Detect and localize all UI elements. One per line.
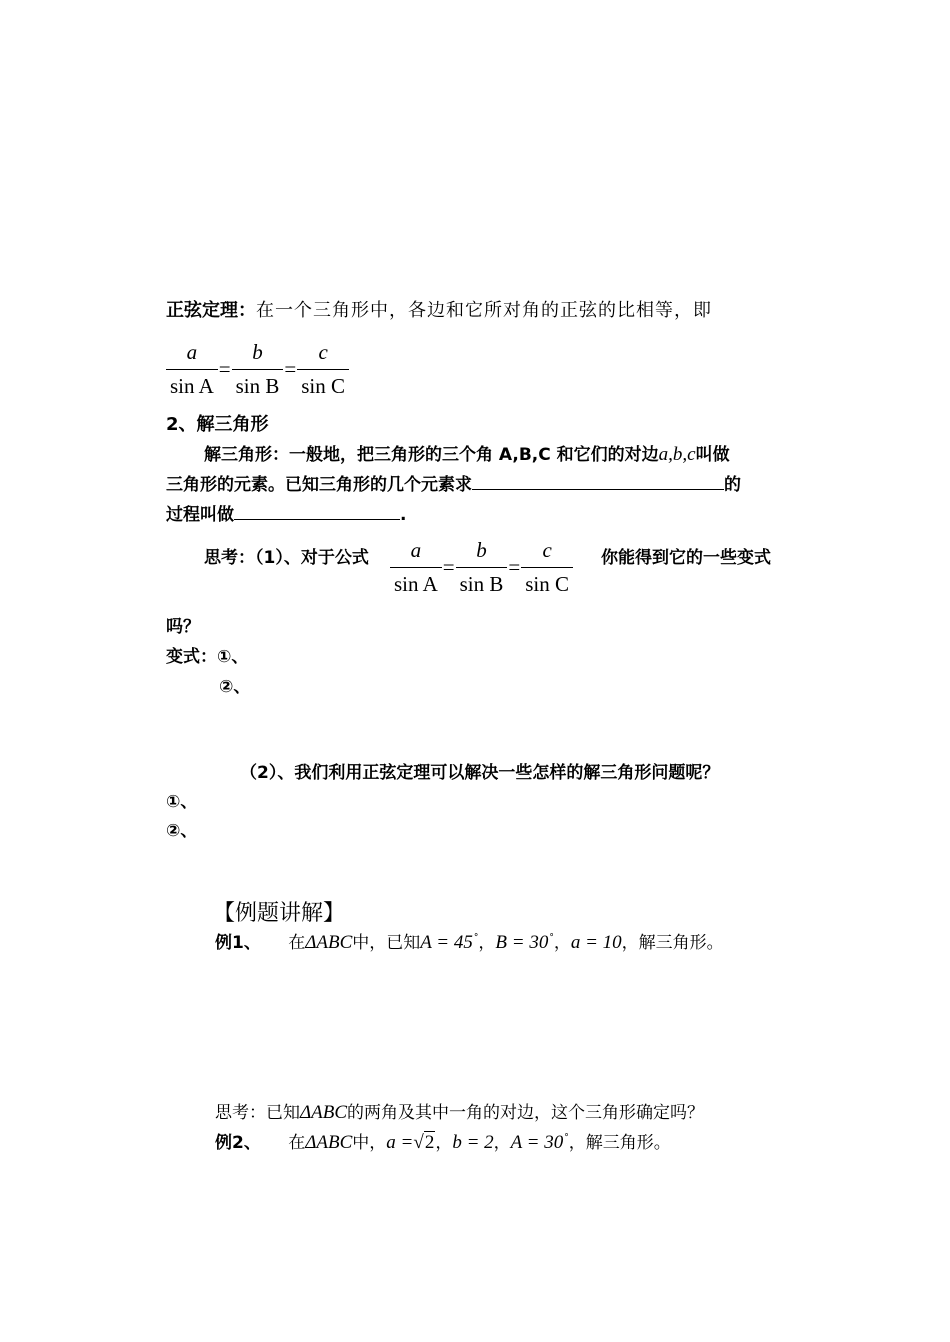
sine-law-formula: $\frac{a}{\text{sin A}}$ = $\frac{b}{\text{sin B}}$ = $\frac{c}{\text{sin C}}$ [166,340,349,399]
think-1-prefix: 思考：（1）、对于公式 [204,548,369,568]
think-1-formula: $\frac{a}{\text{sin A}}$ = $\frac{b}{\text{sin B}}$ = $\frac{c}{\text{sin C}}$ [390,538,573,597]
section-title: 2、解三角形 [166,414,269,435]
variant-item-2: ②、 [219,677,251,697]
sine-law-statement [166,296,712,322]
solve-triangle-definition: 解三角形：一般地，把三角形的三个角 A,B,C 和它们的对边a,b,c叫做 [204,444,730,465]
sides-abc: a,b,c [658,444,696,465]
think-1-wrap: 吗？ [166,617,200,637]
sine-law-text: 在一个三角形中，各边和它所对角的正弦的比相等，即 [256,300,712,321]
think-2-question: （2）、我们利用正弦定理可以解决一些怎样的解三角形问题呢？ [240,763,720,783]
example-1-label: 例1、 [215,933,261,953]
example-2: 例2、 在ΔABC中，a =√2，b = 2，A = 30°，解三角形。 [215,1132,671,1153]
sqrt-symbol: √ [413,1132,424,1153]
elements-line: 三角形的元素。已知三角形的几个元素求 的 [166,475,741,495]
fraction-c: $\frac{c}{\text{sin C}}$ [297,340,349,399]
fraction-b: $\frac{b}{\text{sin B}}$ [232,340,284,399]
examples-heading: 【例题讲解】 [213,901,346,926]
example-2-label: 例2、 [215,1133,261,1153]
example-1: 例1、 在ΔABC中，已知A = 45°，B = 30°，a = 10，解三角形。 [215,932,724,953]
think-3: 思考：已知ΔABC的两角及其中一角的对边，这个三角形确定吗？ [215,1102,705,1123]
fill-blank-1[interactable] [472,489,724,490]
sine-law-term: 正弦定理： [166,300,256,321]
variant-item-1: 变式：①、 [166,647,249,667]
fraction-a: $\frac{a}{\text{sin A}}$ [166,340,218,399]
think-2-item-1: ①、 [166,792,198,812]
process-line: 过程叫做 . [166,505,407,525]
think-2-item-2: ②、 [166,821,198,841]
fill-blank-2[interactable] [234,519,400,520]
think-1-suffix: 你能得到它的一些变式 [601,548,771,568]
